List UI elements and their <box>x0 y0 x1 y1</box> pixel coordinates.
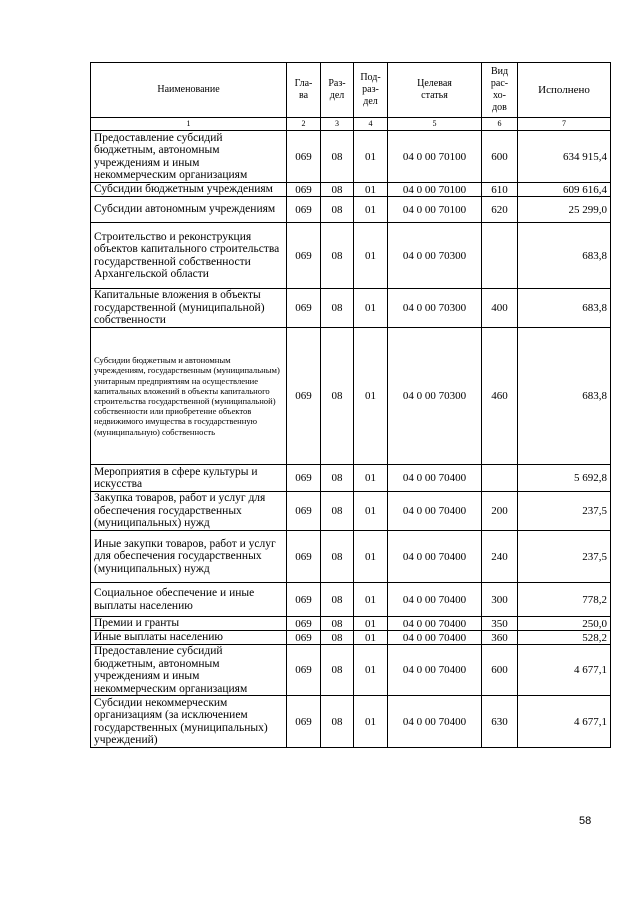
row-target: 04 0 00 70400 <box>388 631 482 645</box>
row-chapter: 069 <box>287 645 321 696</box>
row-chapter: 069 <box>287 631 321 645</box>
row-target: 04 0 00 70400 <box>388 583 482 617</box>
row-subsection: 01 <box>354 465 388 492</box>
row-section: 08 <box>321 583 354 617</box>
row-subsection: 01 <box>354 696 388 748</box>
row-section: 08 <box>321 328 354 465</box>
row-subsection: 01 <box>354 631 388 645</box>
table-row <box>91 492 611 531</box>
row-expense-type: 600 <box>482 131 518 183</box>
row-executed: 609 616,4 <box>518 183 611 197</box>
row-executed: 4 677,1 <box>518 696 611 748</box>
budget-table <box>90 62 611 748</box>
row-subsection: 01 <box>354 583 388 617</box>
row-chapter: 069 <box>287 492 321 531</box>
table-row <box>91 328 611 465</box>
row-name: Социальное обеспечение и иные выплаты населению <box>91 583 287 617</box>
table-row <box>91 617 611 631</box>
row-section: 08 <box>321 617 354 631</box>
row-target: 04 0 00 70400 <box>388 531 482 583</box>
row-name: Иные выплаты населению <box>91 631 287 645</box>
row-expense-type: 350 <box>482 617 518 631</box>
row-chapter: 069 <box>287 617 321 631</box>
row-chapter: 069 <box>287 223 321 289</box>
row-target: 04 0 00 70300 <box>388 289 482 328</box>
row-chapter: 069 <box>287 531 321 583</box>
row-expense-type: 460 <box>482 328 518 465</box>
table-row <box>91 289 611 328</box>
row-section: 08 <box>321 223 354 289</box>
row-name: Строительство и реконструкция объектов капитального строительства государственной собственности Архангельской области <box>91 223 287 289</box>
table-row <box>91 583 611 617</box>
table-row <box>91 183 611 197</box>
row-name: Предоставление субсидий бюджетным, автономным учреждениям и иным некоммерческим организациям <box>91 645 287 696</box>
row-section: 08 <box>321 465 354 492</box>
row-section: 08 <box>321 492 354 531</box>
header-executed: Исполнено <box>518 63 611 118</box>
row-expense-type: 300 <box>482 583 518 617</box>
row-name: Субсидии бюджетным учреждениям <box>91 183 287 197</box>
row-chapter: 069 <box>287 197 321 223</box>
row-expense-type <box>482 465 518 492</box>
row-subsection: 01 <box>354 328 388 465</box>
column-number: 2 <box>287 118 321 131</box>
table-body <box>91 131 611 748</box>
row-expense-type: 360 <box>482 631 518 645</box>
table-row <box>91 696 611 748</box>
row-subsection: 01 <box>354 492 388 531</box>
row-executed: 237,5 <box>518 492 611 531</box>
row-chapter: 069 <box>287 696 321 748</box>
row-section: 08 <box>321 696 354 748</box>
row-expense-type: 200 <box>482 492 518 531</box>
header-name: Наименование <box>91 63 287 118</box>
row-chapter: 069 <box>287 465 321 492</box>
row-target: 04 0 00 70100 <box>388 183 482 197</box>
row-subsection: 01 <box>354 617 388 631</box>
row-subsection: 01 <box>354 289 388 328</box>
table-row <box>91 531 611 583</box>
column-number: 1 <box>91 118 287 131</box>
column-number: 4 <box>354 118 388 131</box>
row-chapter: 069 <box>287 328 321 465</box>
row-expense-type <box>482 223 518 289</box>
column-number: 5 <box>388 118 482 131</box>
row-executed: 634 915,4 <box>518 131 611 183</box>
table-row <box>91 465 611 492</box>
row-executed: 250,0 <box>518 617 611 631</box>
row-expense-type: 400 <box>482 289 518 328</box>
column-number: 3 <box>321 118 354 131</box>
row-subsection: 01 <box>354 645 388 696</box>
row-executed: 778,2 <box>518 583 611 617</box>
row-target: 04 0 00 70100 <box>388 131 482 183</box>
page-number: 58 <box>579 815 592 827</box>
row-target: 04 0 00 70400 <box>388 645 482 696</box>
row-executed: 25 299,0 <box>518 197 611 223</box>
table-row <box>91 645 611 696</box>
row-subsection: 01 <box>354 531 388 583</box>
row-name: Субсидии бюджетным и автономным учреждениям, государственным (муниципальным) унитарным предприятиям на осуществление капитальных вложений в объекты капитального строительства государственной (муниципальной) собственности или приобретение объектов недвижимого имущества в государственную (муниципальную) собственность <box>91 328 287 465</box>
row-expense-type: 610 <box>482 183 518 197</box>
column-number: 6 <box>482 118 518 131</box>
column-number-row <box>91 118 611 131</box>
row-section: 08 <box>321 531 354 583</box>
row-subsection: 01 <box>354 197 388 223</box>
row-expense-type: 600 <box>482 645 518 696</box>
row-subsection: 01 <box>354 223 388 289</box>
row-executed: 528,2 <box>518 631 611 645</box>
row-name: Субсидии некоммерческим организациям (за исключением государственных (муниципальных) учреждений) <box>91 696 287 748</box>
row-expense-type: 240 <box>482 531 518 583</box>
row-chapter: 069 <box>287 183 321 197</box>
row-target: 04 0 00 70400 <box>388 617 482 631</box>
row-target: 04 0 00 70100 <box>388 197 482 223</box>
table-row <box>91 631 611 645</box>
row-subsection: 01 <box>354 183 388 197</box>
row-target: 04 0 00 70400 <box>388 696 482 748</box>
row-executed: 683,8 <box>518 289 611 328</box>
row-name: Иные закупки товаров, работ и услуг для обеспечения государственных (муниципальных) нужд <box>91 531 287 583</box>
row-executed: 683,8 <box>518 223 611 289</box>
row-name: Субсидии автономным учреждениям <box>91 197 287 223</box>
row-expense-type: 630 <box>482 696 518 748</box>
row-name: Закупка товаров, работ и услуг для обеспечения государственных (муниципальных) нужд <box>91 492 287 531</box>
row-target: 04 0 00 70300 <box>388 328 482 465</box>
table-row <box>91 223 611 289</box>
row-expense-type: 620 <box>482 197 518 223</box>
row-executed: 5 692,8 <box>518 465 611 492</box>
row-target: 04 0 00 70300 <box>388 223 482 289</box>
row-section: 08 <box>321 197 354 223</box>
table-row <box>91 131 611 183</box>
row-executed: 4 677,1 <box>518 645 611 696</box>
header-chapter: Гла- ва <box>287 63 321 118</box>
header-target: Целевая статья <box>388 63 482 118</box>
header-expense-type: Вид рас- хо- дов <box>482 63 518 118</box>
row-name: Мероприятия в сфере культуры и искусства <box>91 465 287 492</box>
table-header-row <box>91 63 611 118</box>
header-section: Раз- дел <box>321 63 354 118</box>
row-section: 08 <box>321 131 354 183</box>
table-row <box>91 197 611 223</box>
row-name: Премии и гранты <box>91 617 287 631</box>
row-executed: 683,8 <box>518 328 611 465</box>
row-section: 08 <box>321 183 354 197</box>
row-section: 08 <box>321 289 354 328</box>
row-target: 04 0 00 70400 <box>388 465 482 492</box>
row-name: Предоставление субсидий бюджетным, автономным учреждениям и иным некоммерческим организациям <box>91 131 287 183</box>
row-chapter: 069 <box>287 583 321 617</box>
row-chapter: 069 <box>287 131 321 183</box>
row-section: 08 <box>321 631 354 645</box>
row-subsection: 01 <box>354 131 388 183</box>
row-section: 08 <box>321 645 354 696</box>
header-subsection: Под- раз- дел <box>354 63 388 118</box>
row-executed: 237,5 <box>518 531 611 583</box>
row-chapter: 069 <box>287 289 321 328</box>
column-number: 7 <box>518 118 611 131</box>
row-name: Капитальные вложения в объекты государственной (муниципальной) собственности <box>91 289 287 328</box>
row-target: 04 0 00 70400 <box>388 492 482 531</box>
